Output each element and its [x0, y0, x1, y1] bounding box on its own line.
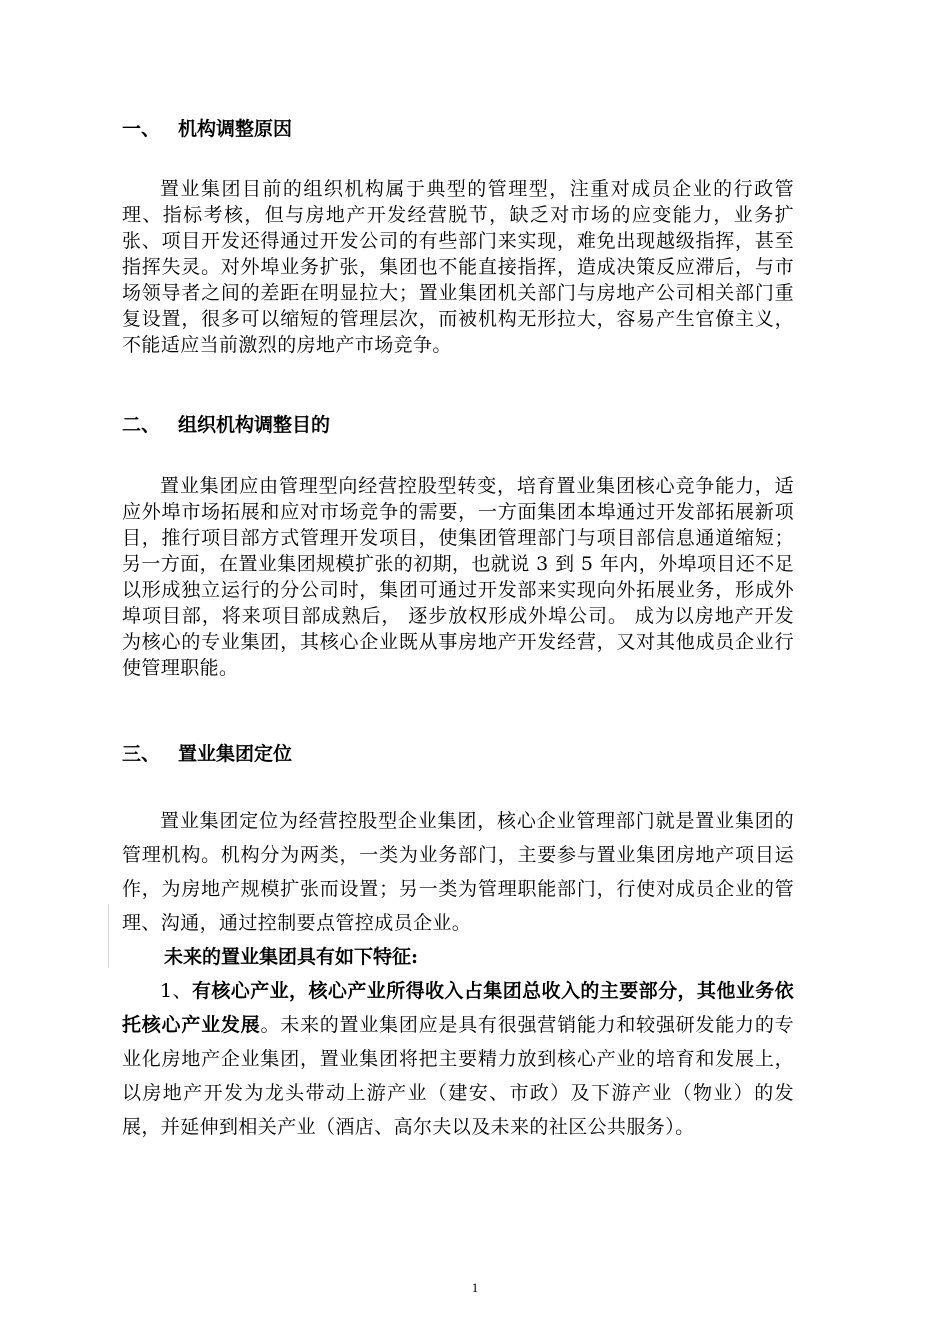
feature-item-1-number: 1、 [160, 980, 192, 1002]
section-2-paragraph: 置业集团应由管理型向经营控股型转变，培育置业集团核心竞争能力，适应外埠市场拓展和应对市场竞争的需要，一方面集团本埠通过开发部拓展新项目，推行项目部方式管理开发项目，使集团管理部门与项目部信息通道缩短；另一方面，在置业集团规模扩张的初期，也就说 3 到 5 年内，外埠项目还不足以形成独立运行的分公司时，集团可通过开发部来实现向外拓展业务，形成外埠项目部，将来项目部成熟后， 逐步放权形成外埠公司。 成为以房地产开发为核心的专业集团，其核心企业既从事房地产开发经营，又对其他成员企业行使管理职能。 [122, 475, 794, 679]
feature-item-1-bold: 有核心产业，核心产业所得收入占集团总收入的主要部分，其他业务依托核心产业发展 [122, 980, 794, 1036]
section-1-title: 机构调整原因 [178, 118, 293, 140]
section-1-paragraph: 置业集团目前的组织机构属于典型的管理型，注重对成员企业的行政管理、指标考核，但与房地产开发经营脱节，缺乏对市场的应变能力，业务扩张、项目开发还得通过开发公司的有些部门来实现，难免出现越级指挥，甚至指挥失灵。对外埠业务扩张，集团也不能直接指挥，造成决策反应滞后，与市场领导者之间的差距在明显拉大；置业集团机关部门与房地产公司相关部门重复设置，很多可以缩短的管理层次，而被机构无形拉大，容易产生官僚主义，不能适应当前激烈的房地产市场竞争。 [122, 178, 794, 356]
section-1-heading [122, 117, 292, 141]
section-1-number: 一、 [122, 118, 161, 140]
section-2-heading [122, 413, 330, 437]
features-heading: 未来的置业集团具有如下特征: [164, 946, 419, 968]
section-3-number: 三、 [122, 743, 161, 765]
section-3-heading [122, 742, 292, 766]
section-3-paragraph: 置业集团定位为经营控股型企业集团，核心企业管理部门就是置业集团的管理机构。机构分为两类，一类为业务部门，主要参与置业集团房地产项目运作，为房地产规模扩张而设置；另一类为管理职能部门，行使对成员企业的管理、沟通，通过控制要点管控成员企业。 [122, 810, 794, 934]
revision-marker [108, 904, 109, 968]
section-3-title: 置业集团定位 [178, 743, 293, 765]
section-2-number: 二、 [122, 414, 161, 436]
section-2-title: 组织机构调整目的 [178, 414, 331, 436]
feature-item-1-text: 。未来的置业集团应是具有很强营销能力和较强研发能力的专业化房地产企业集团，置业集团将把主要精力放到核心产业的培育和发展上，以房地产开发为龙头带动上游产业（建安、市政）及下游产业（物业）的发展，并延伸到相关产业（酒店、高尔夫以及未来的社区公共服务）。 [122, 1014, 794, 1138]
feature-item-1 [122, 974, 794, 1144]
page-number: 1 [471, 1280, 479, 1295]
